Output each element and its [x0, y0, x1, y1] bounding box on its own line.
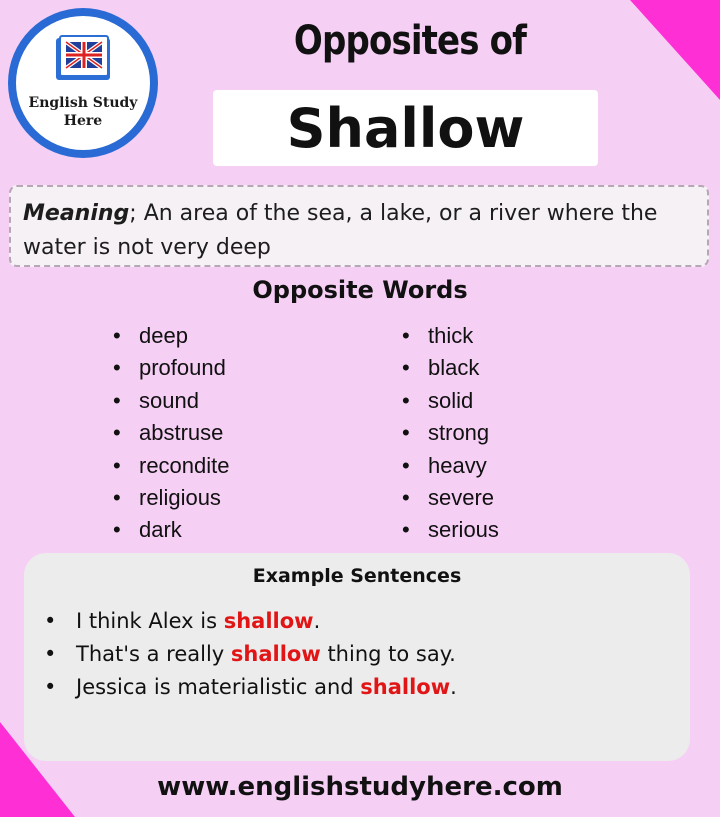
opposite-word: thick	[428, 323, 474, 348]
opposite-word: heavy	[428, 452, 487, 478]
footer-url: www.englishstudyhere.com	[157, 772, 563, 802]
list-item	[113, 417, 230, 449]
book-flag-icon	[54, 34, 112, 82]
list-item	[113, 320, 230, 352]
corner-decoration-top-right	[630, 0, 720, 100]
bullet-icon: •	[402, 517, 410, 543]
bullet-icon: •	[402, 355, 410, 381]
sentence-text: That's a really	[76, 642, 231, 666]
list-item	[113, 514, 230, 546]
opposite-words-heading: Opposite Words	[252, 276, 468, 304]
example-sentence	[44, 671, 457, 704]
title-word-box	[213, 90, 598, 166]
bullet-icon: •	[44, 642, 57, 666]
bullet-icon: •	[402, 387, 410, 413]
list-item	[113, 482, 230, 514]
list-item	[402, 320, 499, 352]
sentence-text: Jessica is materialistic and	[76, 675, 361, 699]
opposite-words-right-list	[402, 320, 499, 547]
example-sentence	[44, 638, 457, 671]
bullet-icon: •	[402, 484, 410, 510]
meaning-label: Meaning	[23, 201, 130, 226]
meaning-separator: ;	[129, 201, 137, 226]
bullet-icon: •	[44, 609, 57, 633]
list-item	[402, 417, 499, 449]
logo	[8, 8, 158, 158]
list-item	[113, 385, 230, 417]
example-sentences-box	[24, 553, 690, 761]
list-item	[402, 450, 499, 482]
bullet-icon: •	[113, 452, 121, 478]
list-item	[402, 482, 499, 514]
bullet-icon: •	[113, 420, 121, 446]
sentence-text: I think Alex is	[76, 609, 224, 633]
example-sentences-heading: Example Sentences	[252, 565, 462, 587]
opposite-word: strong	[428, 420, 490, 446]
meaning-box	[9, 185, 709, 267]
bullet-icon: •	[113, 323, 121, 348]
opposite-word: profound	[139, 355, 226, 381]
opposite-word: religious	[139, 484, 221, 510]
meaning-text: An area of the sea, a lake, or a river where the water is not very deep	[23, 201, 658, 260]
opposite-word: deep	[139, 323, 188, 348]
opposite-word: serious	[428, 517, 499, 543]
bullet-icon: •	[402, 420, 410, 446]
opposite-word: black	[428, 355, 480, 381]
sentence-text: thing to say.	[320, 642, 456, 666]
highlighted-word: shallow	[223, 609, 314, 633]
highlighted-word: shallow	[230, 642, 321, 666]
bullet-icon: •	[44, 675, 57, 699]
bullet-icon: •	[113, 355, 121, 381]
logo-text-line2: Here	[63, 113, 103, 129]
opposite-word: severe	[428, 484, 495, 510]
list-item	[402, 385, 499, 417]
bullet-icon: •	[402, 452, 410, 478]
bullet-icon: •	[113, 517, 121, 543]
example-sentences-list	[44, 605, 457, 704]
opposite-words-left-list	[113, 320, 230, 547]
logo-text	[16, 94, 150, 130]
list-item	[113, 352, 230, 384]
highlighted-word: shallow	[360, 675, 451, 699]
opposite-word: recondite	[139, 452, 230, 478]
list-item	[402, 352, 499, 384]
logo-text-line1: English Study	[28, 95, 138, 111]
list-item	[402, 514, 499, 546]
title-word: Shallow	[286, 97, 525, 160]
bullet-icon: •	[113, 387, 121, 413]
bullet-icon: •	[113, 484, 121, 510]
title-line1: Opposites of	[293, 18, 527, 64]
bullet-icon: •	[402, 323, 410, 348]
opposite-word: dark	[139, 517, 182, 543]
opposite-word: solid	[428, 387, 474, 413]
example-sentence	[44, 605, 457, 638]
opposite-word: sound	[139, 387, 199, 413]
list-item	[113, 450, 230, 482]
sentence-text: .	[313, 609, 321, 633]
sentence-text: .	[450, 675, 457, 699]
opposite-word: abstruse	[139, 420, 224, 446]
logo-inner	[16, 16, 150, 150]
